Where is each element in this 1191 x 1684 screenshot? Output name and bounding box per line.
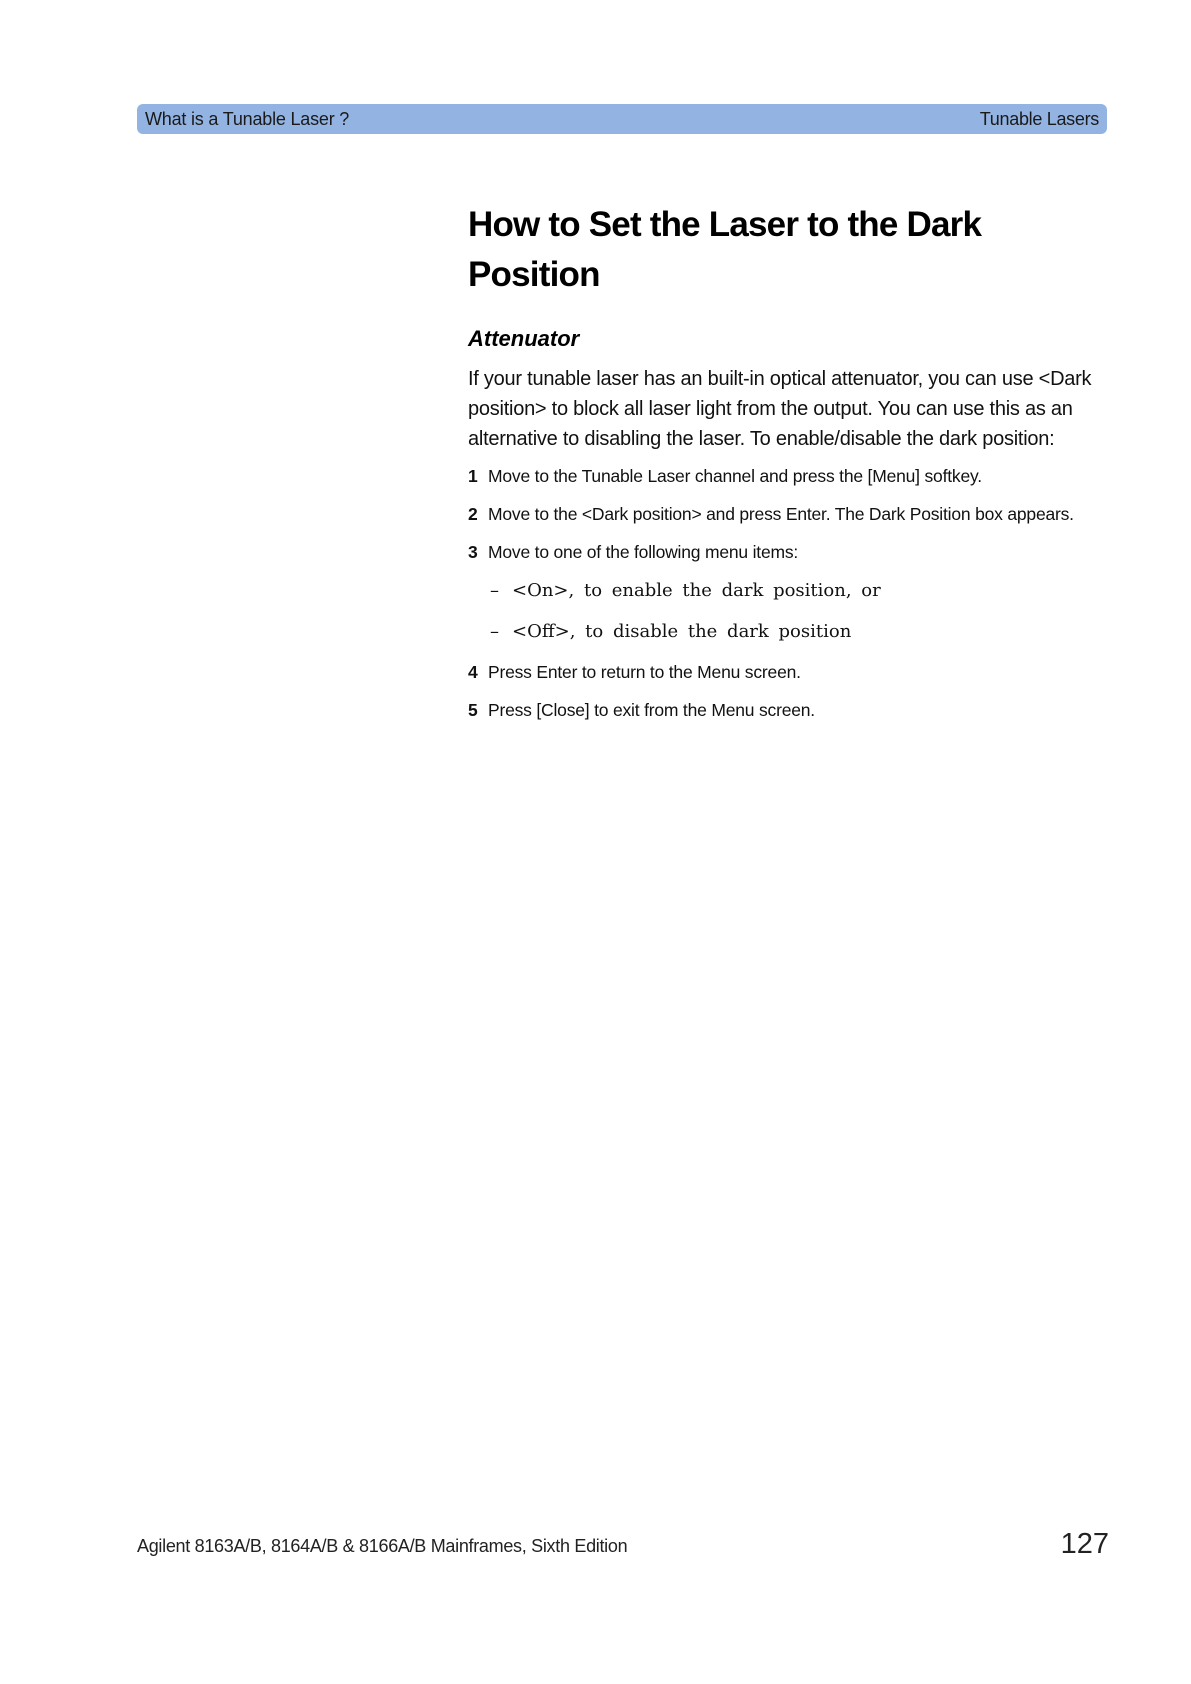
sub-list-item <box>490 619 1108 645</box>
sub-list-item <box>490 578 1108 604</box>
sub-list-container <box>468 578 1108 645</box>
step-text: Move to the <Dark position> and press Enter. The Dark Position box appears. <box>488 504 1074 524</box>
sub-item-text: <Off>, to disable the dark position <box>512 621 852 642</box>
main-content <box>468 200 1108 736</box>
step-item <box>468 464 1108 488</box>
step-item <box>468 540 1108 564</box>
step-item <box>468 698 1108 722</box>
step-item <box>468 660 1108 684</box>
dash-bullet: – <box>490 621 499 642</box>
step-number: 5 <box>468 700 478 720</box>
step-item <box>468 502 1108 526</box>
running-header <box>137 104 1107 134</box>
header-chapter-title: Tunable Lasers <box>979 109 1099 129</box>
step-text: Move to one of the following menu items: <box>488 542 799 562</box>
header-section-title: What is a Tunable Laser ? <box>145 109 350 129</box>
footer-edition: Agilent 8163A/B, 8164A/B & 8166A/B Mainframes, Sixth Edition <box>137 1536 628 1556</box>
step-number: 1 <box>468 466 478 486</box>
page-title: How to Set the Laser to the Dark Position <box>468 205 982 294</box>
step-list <box>468 464 1108 722</box>
section-heading: Attenuator <box>468 326 580 351</box>
step-number: 2 <box>468 504 478 524</box>
step-text: Press [Close] to exit from the Menu screen. <box>488 700 815 720</box>
step-number: 3 <box>468 542 478 562</box>
sub-item-text: <On>, to enable the dark position, or <box>512 580 881 601</box>
sub-list <box>490 578 1108 645</box>
step-text: Move to the Tunable Laser channel and press the [Menu] softkey. <box>488 466 982 486</box>
step-number: 4 <box>468 662 478 682</box>
dash-bullet: – <box>490 580 499 601</box>
step-text: Press Enter to return to the Menu screen. <box>488 662 801 682</box>
intro-paragraph: If your tunable laser has an built-in optical attenuator, you can use <Dark position> to block all laser light from the output. You can use this as an alternative to disabling the laser. To enable/disable the dark position: <box>468 368 1092 450</box>
page-number: 127 <box>1060 1528 1109 1560</box>
